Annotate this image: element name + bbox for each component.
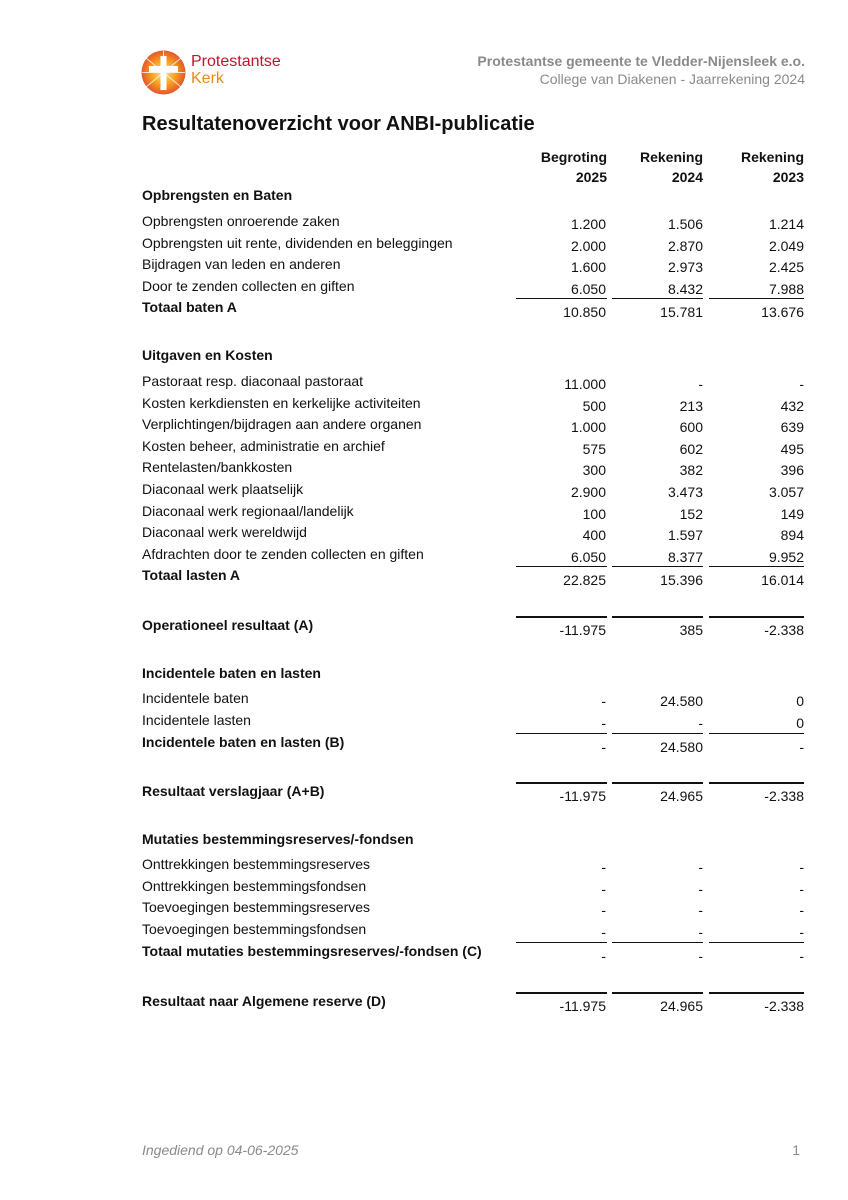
section-heading-lasten [142, 347, 806, 367]
row-value-col-3: - [799, 948, 804, 964]
table-row [142, 373, 806, 393]
table-row [142, 856, 806, 876]
table-row [142, 899, 806, 919]
row-label: Incidentele baten en lasten (B) [142, 734, 345, 750]
result-row-operationeel [142, 617, 806, 637]
row-value-col-3: - [799, 859, 804, 875]
row-value-col-2: 24.580 [660, 739, 703, 755]
row-label: Totaal lasten A [142, 567, 241, 583]
row-value-col-1: 300 [582, 462, 606, 479]
row-value-col-1: 1.000 [570, 419, 606, 436]
document-subtitle: College van Diakenen - Jaarrekening 2024 [539, 71, 805, 87]
row-value-col-1: 400 [582, 527, 606, 544]
row-value-col-2: 2.973 [667, 259, 703, 276]
row-value-col-1: 11.000 [564, 376, 606, 392]
table-row [142, 395, 806, 415]
organization-name: Protestantse gemeente te Vledder-Nijensleek e.o. [477, 53, 805, 69]
row-value-col-1: 2.000 [570, 237, 606, 254]
row-label: Kosten beheer, administratie en archief [142, 437, 385, 454]
row-label: Onttrekkingen bestemmingsreserves [142, 856, 370, 872]
row-value-col-2: 1.597 [667, 527, 703, 544]
page-title: Resultatenoverzicht voor ANBI-publicatie [142, 113, 535, 135]
row-value-col-2: 2.870 [667, 237, 703, 254]
row-value-col-2: 15.781 [660, 304, 703, 320]
row-label: Bijdragen van leden en anderen [142, 256, 341, 273]
row-value-col-2: - [698, 902, 703, 919]
row-value-col-1: 6.050 [570, 548, 606, 565]
row-label: Diaconaal werk regionaal/landelijk [142, 502, 354, 519]
row-label: Totaal baten A [142, 299, 237, 315]
row-value-col-3: 7.988 [768, 280, 804, 297]
result-row-algemene-reserve [142, 993, 806, 1013]
row-label: Diaconaal werk wereldwijd [142, 524, 307, 541]
row-value-col-2: 382 [679, 462, 703, 479]
total-row-mutaties [142, 943, 806, 963]
table-row [142, 546, 806, 566]
row-label: Incidentele baten [142, 690, 249, 706]
row-value-col-1: 22.825 [563, 572, 606, 588]
table-row [142, 416, 806, 436]
row-value-col-3: 0 [796, 714, 804, 731]
logo-line-1: Protestantse [191, 53, 281, 70]
row-value-col-1: - [601, 880, 606, 897]
row-value-col-2: 152 [679, 505, 703, 522]
row-value-col-1: -11.975 [559, 998, 606, 1014]
table-row [142, 278, 806, 298]
row-value-col-2: - [698, 923, 703, 940]
row-label: Rentelasten/bankkosten [142, 459, 293, 476]
row-value-col-2: 24.965 [660, 998, 703, 1014]
header-info [477, 52, 805, 88]
table-row [142, 921, 806, 941]
row-label: Pastoraat resp. diaconaal pastoraat [142, 373, 364, 389]
row-label: Opbrengsten uit rente, dividenden en beleggingen [142, 234, 453, 251]
section-heading-incidenteel [142, 665, 806, 685]
result-row-verslagjaar [142, 783, 806, 803]
row-value-col-1: - [601, 923, 606, 940]
column-header-label: Begroting [540, 149, 607, 165]
table-row [142, 524, 806, 544]
section-heading-label: Uitgaven en Kosten [142, 347, 273, 363]
row-value-col-1: 6.050 [570, 280, 606, 297]
row-label: Door te zenden collecten en giften [142, 277, 355, 294]
row-label: Incidentele lasten [142, 711, 251, 728]
row-value-col-3: - [799, 739, 804, 755]
column-header-year: 2024 [671, 169, 703, 185]
row-value-col-1: - [601, 714, 606, 731]
row-value-col-2: - [698, 714, 703, 731]
row-label: Diaconaal werk plaatselijk [142, 481, 304, 497]
row-label: Afdrachten door te zenden collecten en giften [142, 545, 424, 562]
row-label: Toevoegingen bestemmingsreserves [142, 899, 371, 916]
row-value-col-2: - [698, 859, 703, 875]
section-heading-label: Opbrengsten en Baten [142, 187, 293, 203]
table-row [142, 878, 806, 898]
row-label: Opbrengsten onroerende zaken [142, 213, 340, 229]
column-header-year: 2023 [772, 169, 804, 185]
row-value-col-2: 24.965 [660, 788, 703, 804]
row-value-col-3: - [799, 902, 804, 919]
row-value-col-1: 575 [582, 440, 606, 457]
row-value-col-1: 1.600 [570, 259, 606, 276]
row-value-col-1: - [601, 859, 606, 875]
row-value-col-2: - [698, 948, 703, 964]
row-value-col-3: 639 [780, 419, 804, 436]
column-header-label: Rekening [639, 149, 703, 165]
row-value-col-3: 432 [780, 397, 804, 414]
row-label: Resultaat verslagjaar (A+B) [142, 783, 325, 799]
row-value-col-3: 2.425 [768, 259, 804, 276]
row-value-col-1: 500 [582, 397, 606, 414]
row-value-col-2: 8.432 [667, 280, 703, 297]
logo-wordmark [191, 53, 281, 87]
column-header-label: Rekening [740, 149, 804, 165]
submission-date: Ingediend op 04-06-2025 [142, 1142, 299, 1158]
row-value-col-3: 149 [780, 505, 804, 522]
row-value-col-2: 385 [679, 622, 703, 638]
column-header-year: 2025 [575, 169, 607, 185]
row-value-col-1: - [601, 902, 606, 919]
row-value-col-3: 396 [780, 462, 804, 479]
row-value-col-1: 1.200 [570, 216, 606, 232]
row-value-col-3: -2.338 [764, 622, 804, 638]
row-value-col-3: - [799, 880, 804, 897]
section-heading-baten [142, 187, 806, 207]
row-value-col-3: 1.214 [768, 216, 804, 232]
row-value-col-3: -2.338 [764, 998, 804, 1014]
row-value-col-3: -2.338 [764, 788, 804, 804]
row-value-col-2: 15.396 [660, 572, 703, 588]
row-label: Verplichtingen/bijdragen aan andere organen [142, 416, 422, 433]
row-value-col-2: 602 [679, 440, 703, 457]
row-label: Resultaat naar Algemene reserve (D) [142, 993, 386, 1009]
row-value-col-1: -11.975 [559, 788, 606, 804]
row-label: Operationeel resultaat (A) [142, 617, 314, 633]
row-value-col-1: -11.975 [559, 622, 606, 638]
row-value-col-1: - [601, 739, 606, 755]
table-row [142, 712, 806, 732]
protestantse-kerk-logo [141, 50, 341, 96]
table-row [142, 690, 806, 710]
row-value-col-2: - [698, 880, 703, 897]
row-label: Totaal mutaties bestemmingsreserves/-fondsen (C) [142, 943, 482, 959]
section-heading-label: Mutaties bestemmingsreserves/-fondsen [142, 831, 414, 847]
row-value-col-3: 495 [780, 440, 804, 457]
row-value-col-3: 2.049 [768, 237, 804, 254]
row-value-col-3: - [799, 376, 804, 392]
row-value-col-3: 9.952 [768, 548, 804, 565]
row-value-col-3: 3.057 [768, 484, 804, 500]
row-value-col-1: 2.900 [570, 484, 606, 500]
table-row [142, 438, 806, 458]
row-value-col-2: 24.580 [660, 693, 703, 709]
total-row-lasten [142, 567, 806, 587]
table-row [142, 235, 806, 255]
page-number: 1 [792, 1142, 800, 1158]
row-value-col-2: 213 [679, 397, 703, 414]
section-heading-mutaties [142, 831, 806, 851]
table-row [142, 459, 806, 479]
row-value-col-2: - [698, 376, 703, 392]
table-row [142, 503, 806, 523]
table-row [142, 481, 806, 501]
row-value-col-2: 600 [679, 419, 703, 436]
column-header-rekening-2023 [661, 147, 804, 187]
total-row-incidenteel [142, 734, 806, 754]
row-value-col-1: - [601, 693, 606, 709]
total-row-baten [142, 299, 806, 319]
table-row [142, 256, 806, 276]
sun-cross-icon [141, 50, 186, 95]
section-heading-label: Incidentele baten en lasten [142, 665, 321, 681]
row-value-col-1: - [601, 948, 606, 964]
row-value-col-2: 3.473 [667, 484, 703, 500]
row-value-col-2: 8.377 [667, 548, 703, 565]
row-value-col-3: 0 [796, 693, 804, 709]
row-value-col-3: - [799, 923, 804, 940]
logo-line-2: Kerk [191, 70, 224, 87]
row-value-col-1: 100 [582, 505, 606, 522]
row-label: Onttrekkingen bestemmingsfondsen [142, 877, 367, 894]
row-value-col-3: 894 [780, 527, 804, 544]
row-value-col-2: 1.506 [667, 216, 703, 232]
row-value-col-1: 10.850 [563, 304, 606, 320]
row-value-col-3: 16.014 [761, 572, 804, 588]
row-value-col-3: 13.676 [761, 304, 804, 320]
row-label: Toevoegingen bestemmingsfondsen [142, 920, 367, 937]
table-row [142, 213, 806, 233]
row-label: Kosten kerkdiensten en kerkelijke activiteiten [142, 394, 421, 411]
